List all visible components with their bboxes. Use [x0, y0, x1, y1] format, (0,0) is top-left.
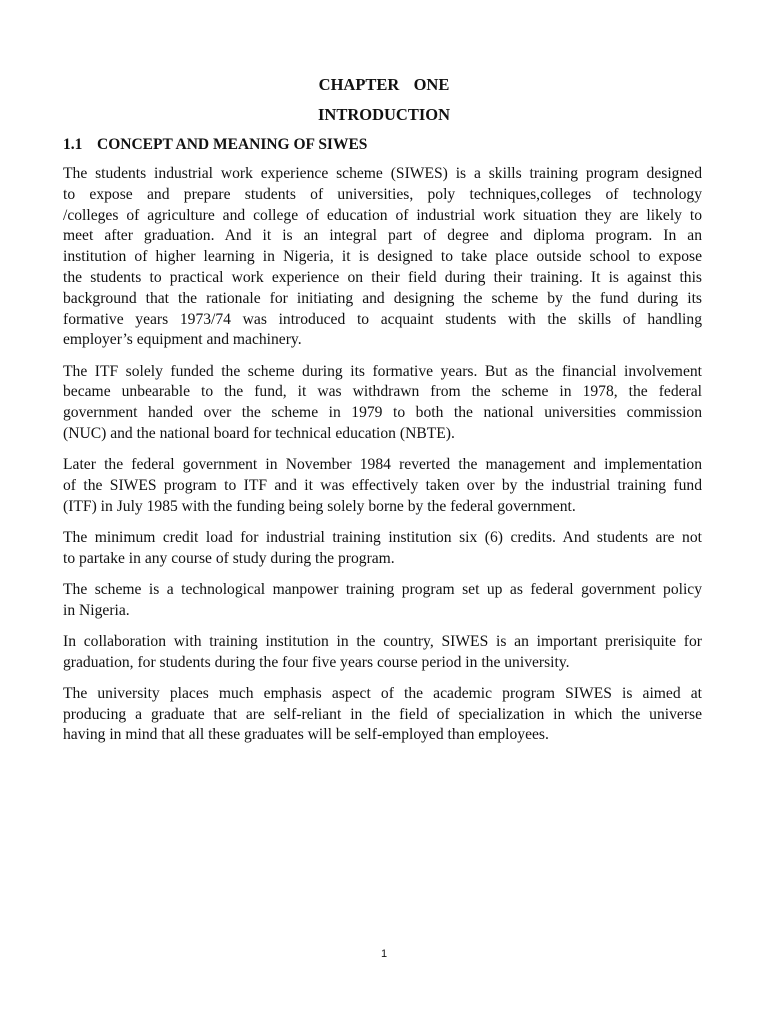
paragraph-line: (NUC) and the national board for technical education (NBTE). [63, 424, 455, 442]
paragraph [63, 362, 702, 445]
paragraph-line: producing a graduate that are self-reliant in the field of specialization in which the universe [63, 705, 702, 723]
paragraph-line: background that the rationale for initiating and designing the scheme by the fund during its [63, 289, 702, 307]
paragraph [63, 684, 702, 746]
paragraph-line: meet after graduation. And it is an integral part of degree and diploma program. In an [63, 227, 702, 245]
paragraph [63, 455, 702, 517]
paragraph-line: (ITF) in July 1985 with the funding being solely borne by the federal government. [63, 497, 576, 515]
paragraph-line: graduation, for students during the four five years course period in the university. [63, 653, 570, 671]
section-number: 1.1 [63, 136, 83, 153]
page-number: 1 [380, 948, 388, 960]
paragraph-line: the students to practical work experience on their field during their training. It is against this [63, 268, 702, 286]
paragraph-line: of the SIWES program to ITF and it was effectively taken over by the industrial training fund [63, 476, 702, 494]
paragraph-line: to partake in any course of study during the program. [63, 549, 395, 567]
paragraph-line: having in mind that all these graduates will be self-employed than employees. [63, 726, 549, 744]
paragraph-line: government handed over the scheme in 1979 to both the national universities commission [63, 404, 702, 422]
paragraph-line: The university places much emphasis aspect of the academic program SIWES is aimed at [63, 684, 702, 702]
chapter-title: INTRODUCTION [317, 105, 451, 124]
paragraph-line: The scheme is a technological manpower training program set up as federal government policy [63, 580, 702, 598]
paragraph-line: employer’s equipment and machinery. [63, 331, 302, 349]
paragraph-line: In collaboration with training institution in the country, SIWES is an important prerisiquite for [63, 632, 702, 650]
paragraph-line: to expose and prepare students of universities, poly techniques,colleges of technology [63, 185, 702, 203]
paragraph-line: became unbearable to the fund, it was withdrawn from the scheme in 1978, the federal [63, 383, 702, 401]
paragraph-line: Later the federal government in November 1984 reverted the management and implementation [63, 456, 702, 474]
section-title: CONCEPT AND MEANING OF SIWES [97, 136, 368, 153]
section-heading [63, 136, 367, 154]
document-body [63, 164, 702, 757]
paragraph [63, 164, 702, 351]
paragraph [63, 632, 702, 674]
paragraph [63, 580, 702, 622]
paragraph-line: The ITF solely funded the scheme during its formative years. But as the financial involvement [63, 362, 702, 380]
paragraph-line: /colleges of agriculture and college of education of industrial work situation they are likely to [63, 206, 702, 224]
paragraph-line: The minimum credit load for industrial training institution six (6) credits. And students are not [63, 528, 702, 546]
paragraph-line: The students industrial work experience scheme (SIWES) is a skills training program designed [63, 165, 702, 182]
paragraph-line: institution of higher learning in Nigeria, it is designed to take place outside school to expose [63, 248, 702, 266]
paragraph-line: in Nigeria. [63, 601, 130, 619]
chapter-label: CHAPTER ONE [318, 75, 450, 94]
paragraph-line: formative years 1973/74 was introduced to acquaint students with the skills of handling [63, 310, 702, 328]
paragraph [63, 528, 702, 570]
